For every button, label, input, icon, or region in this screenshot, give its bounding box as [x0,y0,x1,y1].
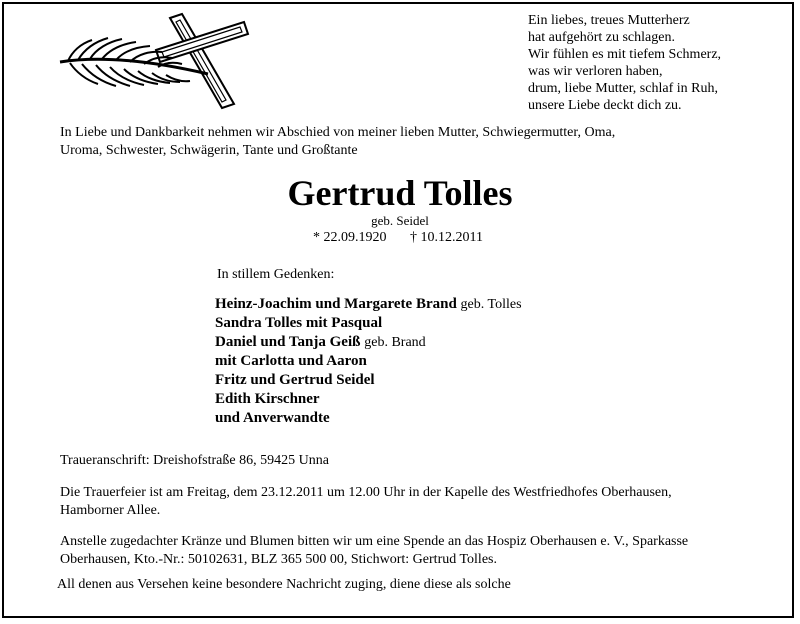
death-date: † 10.12.2011 [410,230,483,245]
mourning-address: Traueranschrift: Dreishofstraße 86, 59425 Unna [60,453,329,468]
poem-line: was wir verloren haben, [528,64,663,79]
mourner-name: Sandra Tolles mit Pasqual [215,315,383,331]
list-item [215,352,522,371]
mourner-suffix: geb. Brand [364,335,426,350]
list-item [215,314,522,333]
poem-line: drum, liebe Mutter, schlaf in Ruh, [528,81,718,96]
list-item [215,371,522,390]
mourners-heading: In stillem Gedenken: [217,267,335,282]
mourner-suffix: geb. Tolles [460,297,522,312]
ceremony-line: Die Trauerfeier ist am Freitag, dem 23.12.2011 um 12.00 Uhr in der Kapelle des Westfriedhofes Oberhausen, [60,485,672,500]
mourner-name: Fritz und Gertrud Seidel [215,372,375,388]
poem-line: Ein liebes, treues Mutterherz [528,13,690,28]
mourner-name: Heinz-Joachim und Margarete Brand [215,296,457,312]
maiden-name: geb. Seidel [371,213,429,228]
deceased-name: Gertrud Tolles [287,173,513,213]
cross-with-palm-icon [58,12,258,112]
list-item [215,295,522,314]
list-item [215,390,522,409]
ceremony-line: Hamborner Allee. [60,503,161,518]
intro-line: In Liebe und Dankbarkeit nehmen wir Abschied von meiner lieben Mutter, Schwiegermutter, Oma, [60,125,616,140]
donation-request [60,533,740,569]
list-item [215,409,522,428]
mourner-name: mit Carlotta und Aaron [215,353,367,369]
intro-line: Uroma, Schwester, Schwägerin, Tante und Großtante [60,143,358,158]
list-item [215,333,522,352]
life-dates [313,229,483,247]
closing-note: All denen aus Versehen keine besondere Nachricht zuging, diene diese als solche [57,577,511,592]
poem-line: Wir fühlen es mit tiefem Schmerz, [528,47,722,62]
poem-line: hat aufgehört zu schlagen. [528,30,675,45]
poem-line: unsere Liebe deckt dich zu. [528,98,682,113]
memorial-poem [528,12,721,114]
mourner-name: und Anverwandte [215,410,330,426]
birth-date: * 22.09.1920 [313,230,387,245]
farewell-intro [60,124,700,160]
mourners-list [215,295,522,428]
donation-line: Anstelle zugedachter Kränze und Blumen bitten wir um eine Spende an das Hospiz Oberhausen e. V., Sparkasse [60,534,689,549]
ceremony-info [60,484,740,520]
donation-line: Oberhausen, Kto.-Nr.: 50102631, BLZ 365 500 00, Stichwort: Gertrud Tolles. [60,552,497,567]
mourner-name: Daniel und Tanja Geiß [215,334,361,350]
mourner-name: Edith Kirschner [215,391,320,407]
